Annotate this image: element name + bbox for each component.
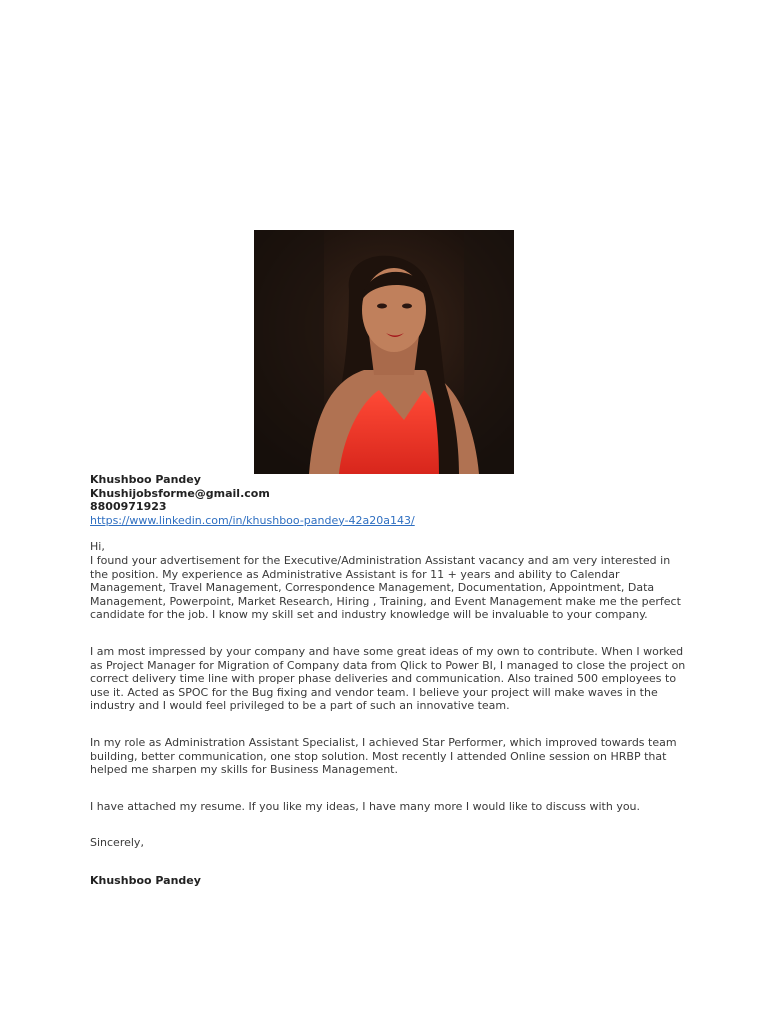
profile-photo [254,230,514,474]
applicant-phone: 8800971923 [90,500,167,514]
letter-paragraph-3: In my role as Administration Assistant Specialist, I achieved Star Performer, which improved towards team building, better communication, one stop solution. Most recently I attended Online session on HRBP that helped me sharpen my skills for Business Management. [90,735,677,777]
letter-closing: Sincerely, [90,836,144,850]
letter-signature: Khushboo Pandey [90,873,201,887]
linkedin-link[interactable]: https://www.linkedin.com/in/khushboo-pandey-42a20a143/ [90,513,415,527]
letter-paragraph-2: I am most impressed by your company and have some great ideas of my own to contribute. When I worked as Project Manager for Migration of Company data from Qlick to Power BI, I managed to close the project on correct delivery time line with proper phase deliveries and communication. Also trained 500 employees to use it. Acted as SPOC for the Bug fixing and vendor team. I believe your project will make waves in the industry and I would feel privileged to be a part of such an innovative team. [90,644,686,713]
letter-paragraph-1: I found your advertisement for the Executive/Administration Assistant vacancy and am very interested in the position. My experience as Administrative Assistant is for 11 + years and ability to Calendar Management, Travel Management, Correspondence Management, Documentation, Appointment, Data Management, Powerpoint, Market Research, Hiring , Training, and Event Management make me the perfect candidate for the job. I know my skill set and industry knowledge will be invaluable to your company. [90,553,681,622]
applicant-name: Khushboo Pandey [90,473,201,486]
portrait-photo-icon [254,230,514,474]
letter-paragraph-4: I have attached my resume. If you like my ideas, I have many more I would like to discuss with you. [90,799,641,813]
cover-letter [90,473,690,887]
letter-greeting: Hi, [90,540,105,554]
applicant-email: Khushijobsforme@gmail.com [90,486,270,500]
